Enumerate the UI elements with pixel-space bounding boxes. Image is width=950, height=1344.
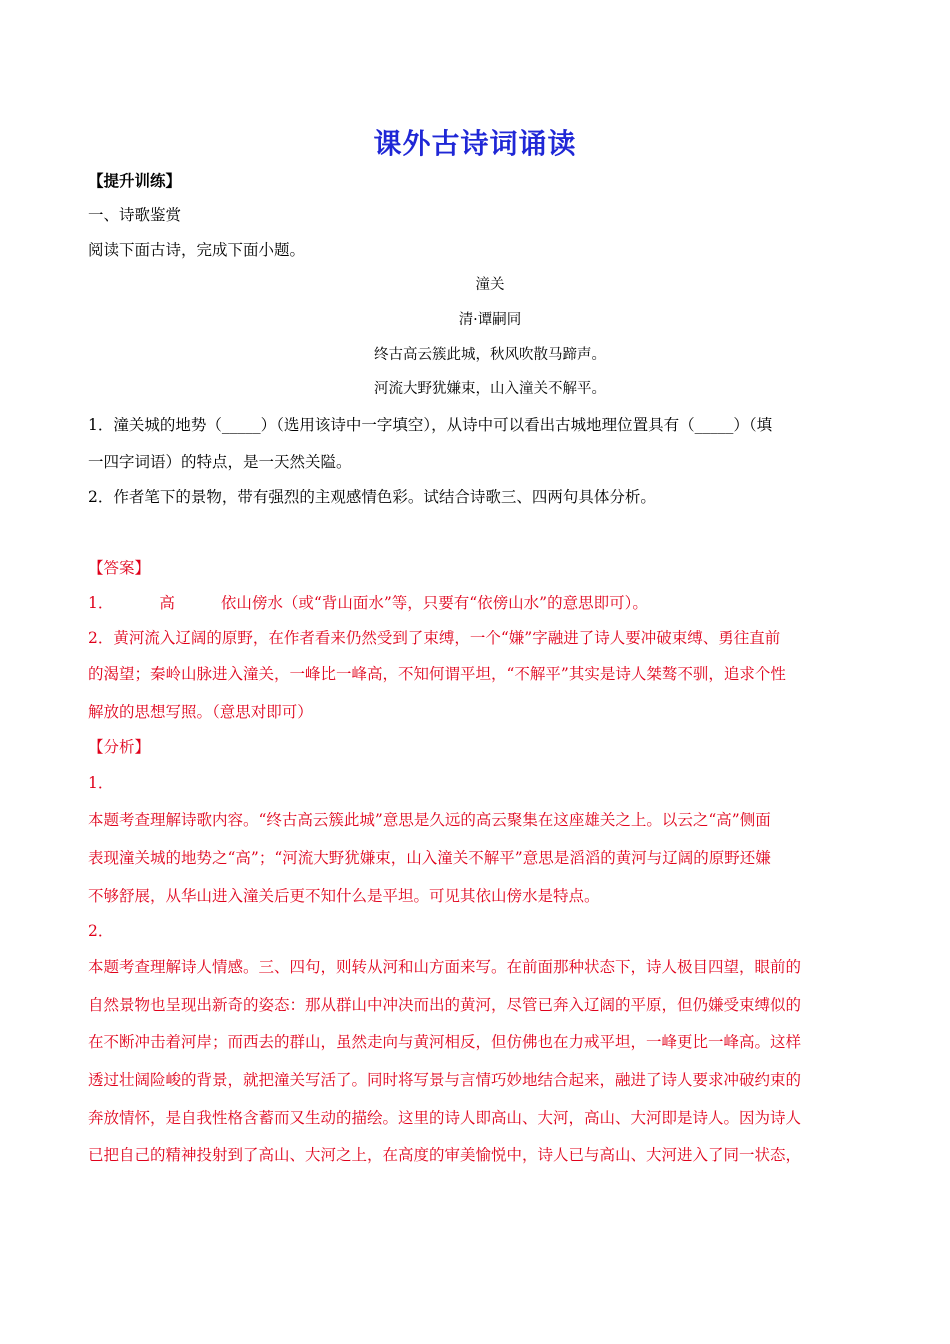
analysis-2-line-1: 本题考查理解诗人情感。三、四句，则转从河和山方面来写。在前面那种状态下，诗人极目四望，眼前的 xyxy=(88,958,802,976)
analysis-2-line-5: 奔放情怀，是自我性格含蓄而又生动的描绘。这里的诗人即高山、大河，高山、大河即是诗人。因为诗人 xyxy=(88,1109,802,1127)
answer-1-word: 高 xyxy=(159,594,175,612)
question-1-line-1: 1．潼关城的地势（_____）（选用该诗中一字填空），从诗中可以看出古城地理位置具有（_____）（填 xyxy=(88,416,773,434)
question-2: 2．作者笔下的景物，带有强烈的主观感情色彩。试结合诗歌三、四两句具体分析。 xyxy=(88,488,656,506)
page-title: 课外古诗词诵读 xyxy=(373,127,577,160)
analysis-header: 【分析】 xyxy=(88,738,151,756)
analysis-2-line-3: 在不断冲击着河岸；而西去的群山，虽然走向与黄河相反，但仿佛也在力戒平坦，一峰更比一峰高。这样 xyxy=(88,1033,802,1051)
analysis-2-number: 2． xyxy=(88,922,114,940)
answer-header: 【答案】 xyxy=(88,559,151,577)
question-1-line-2: 一四字词语）的特点，是一天然关隘。 xyxy=(88,453,352,471)
poem-title: 潼关 xyxy=(475,277,505,293)
instruction-text: 阅读下面古诗，完成下面小题。 xyxy=(88,241,306,259)
poem-author: 清·谭嗣同 xyxy=(458,312,522,328)
analysis-1-line-3: 不够舒展，从华山进入潼关后更不知什么是平坦。可见其依山傍水是特点。 xyxy=(88,887,600,905)
analysis-1-line-1: 本题考查理解诗歌内容。“终古高云簇此城”意思是久远的高云聚集在这座雄关之上。以云之“高”侧面 xyxy=(88,811,771,829)
answer-2-line-1: 2．黄河流入辽阔的原野，在作者看来仍然受到了束缚，一个“嫌”字融进了诗人要冲破束缚、勇往直前 xyxy=(88,629,781,647)
answer-1-text: 依山傍水（或“背山面水”等，只要有“依傍山水”的意思即可）。 xyxy=(220,594,648,612)
answer-1 xyxy=(88,593,868,613)
poem-line-2: 河流大野犹嫌束，山入潼关不解平。 xyxy=(374,381,606,397)
analysis-1-number: 1． xyxy=(88,774,114,792)
answer-2-line-2: 的渴望；秦岭山脉进入潼关，一峰比一峰高，不知何谓平坦，“不解平”其实是诗人桀骜不驯，追求个性 xyxy=(88,665,786,683)
answer-1-number: 1． xyxy=(88,594,114,612)
section-header: 【提升训练】 xyxy=(88,171,182,190)
answer-2-line-3: 解放的思想写照。（意思对即可） xyxy=(88,703,313,721)
part-heading: 一、诗歌鉴赏 xyxy=(88,206,182,224)
poem-line-1: 终古高云簇此城，秋风吹散马蹄声。 xyxy=(374,347,606,363)
analysis-1-line-2: 表现潼关城的地势之“高”；“河流大野犹嫌束，山入潼关不解平”意思是滔滔的黄河与辽阔的原野还嫌 xyxy=(88,849,771,867)
analysis-2-line-6: 已把自己的精神投射到了高山、大河之上，在高度的审美愉悦中，诗人已与高山、大河进入了同一状态， xyxy=(88,1146,802,1164)
analysis-2-line-2: 自然景物也呈现出新奇的姿态：那从群山中冲决而出的黄河，尽管已奔入辽阔的平原，但仍嫌受束缚似的 xyxy=(88,996,802,1014)
analysis-2-line-4: 透过壮阔险峻的背景，就把潼关写活了。同时将写景与言情巧妙地结合起来，融进了诗人要求冲破约束的 xyxy=(88,1071,802,1089)
